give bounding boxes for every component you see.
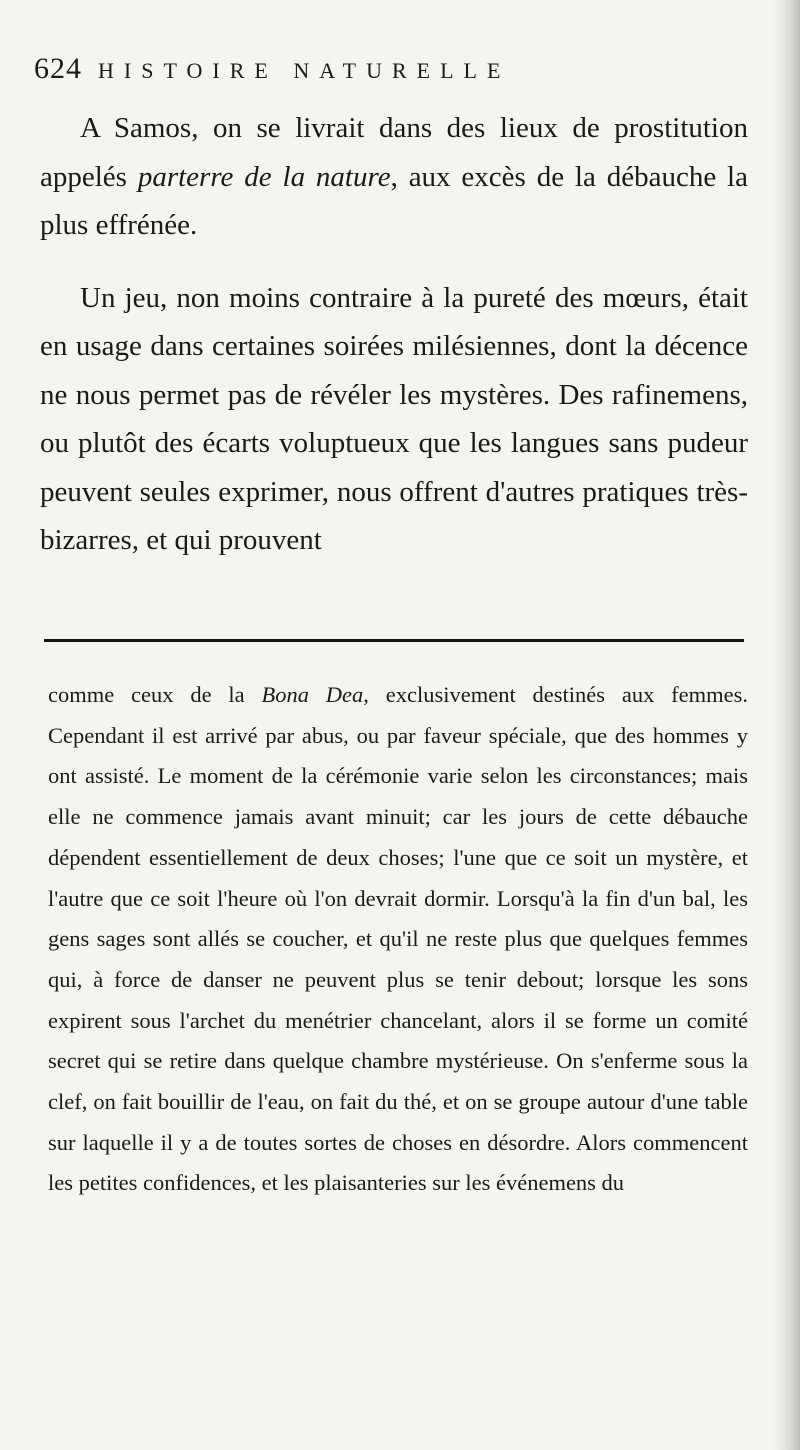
paragraph-1-text-end: , aux excès de la débauche la plus effrénée. [40, 160, 748, 241]
main-text-block [40, 104, 748, 565]
footnote-paragraph [48, 675, 748, 1204]
footnote-text-start: comme ceux de la [48, 682, 262, 707]
page-edge-shadow [774, 0, 800, 1450]
paragraph-1-text-start: A Samos, on se livrait dans des lieux de prostitution appelés [40, 112, 748, 193]
page-header [34, 52, 510, 96]
footnote-block [48, 675, 748, 1204]
footnote-separator-rule [44, 639, 744, 642]
page-number: 624 [34, 52, 82, 85]
footnote-italic-phrase: Bona Dea [261, 682, 364, 707]
paragraph-1-italic-phrase: parterre de la nature [137, 160, 391, 193]
paragraph-samos [40, 104, 748, 250]
paragraph-milesian-game: Un jeu, non moins contraire à la pureté des mœurs, était en usage dans certaines soirées milésiennes, dont la décence ne nous permet pas de révéler les mystères. Des rafinemens, ou plutôt des écarts voluptueux que les langues sans pudeur peuvent seules exprimer, nous offrent d'autres pratiques très-bizarres, et qui prouvent [40, 281, 748, 556]
running-title: HISTOIRE NATURELLE [98, 58, 511, 83]
footnote-text-end: , exclusivement destinés aux femmes. Cependant il est arrivé par abus, ou par faveur spéciale, que des hommes y ont assisté. Le moment de la cérémonie varie selon les circonstances; mais elle ne commence jamais avant minuit; car les jours de cette débauche dépendent essentiellement de deux choses; l'une que ce soit un mystère, et l'autre que ce soit l'heure où l'on devrait dormir. Lorsqu'à la fin d'un bal, les gens sages sont allés se coucher, et qu'il ne reste plus que quelques femmes qui, à force de danser ne peuvent plus se tenir debout; lorsque les sons expirent sous l'archet du menétrier chancelant, alors il se forme un comité secret qui se retire dans quelque chambre mystérieuse. On s'enferme sous la clef, on fait bouillir de l'eau, on fait du thé, et on se groupe autour d'une table sur laquelle il y a de toutes sortes de choses en désordre. Alors commencent les petites confidences, et les plaisanteries sur les événemens du [48, 682, 749, 1196]
